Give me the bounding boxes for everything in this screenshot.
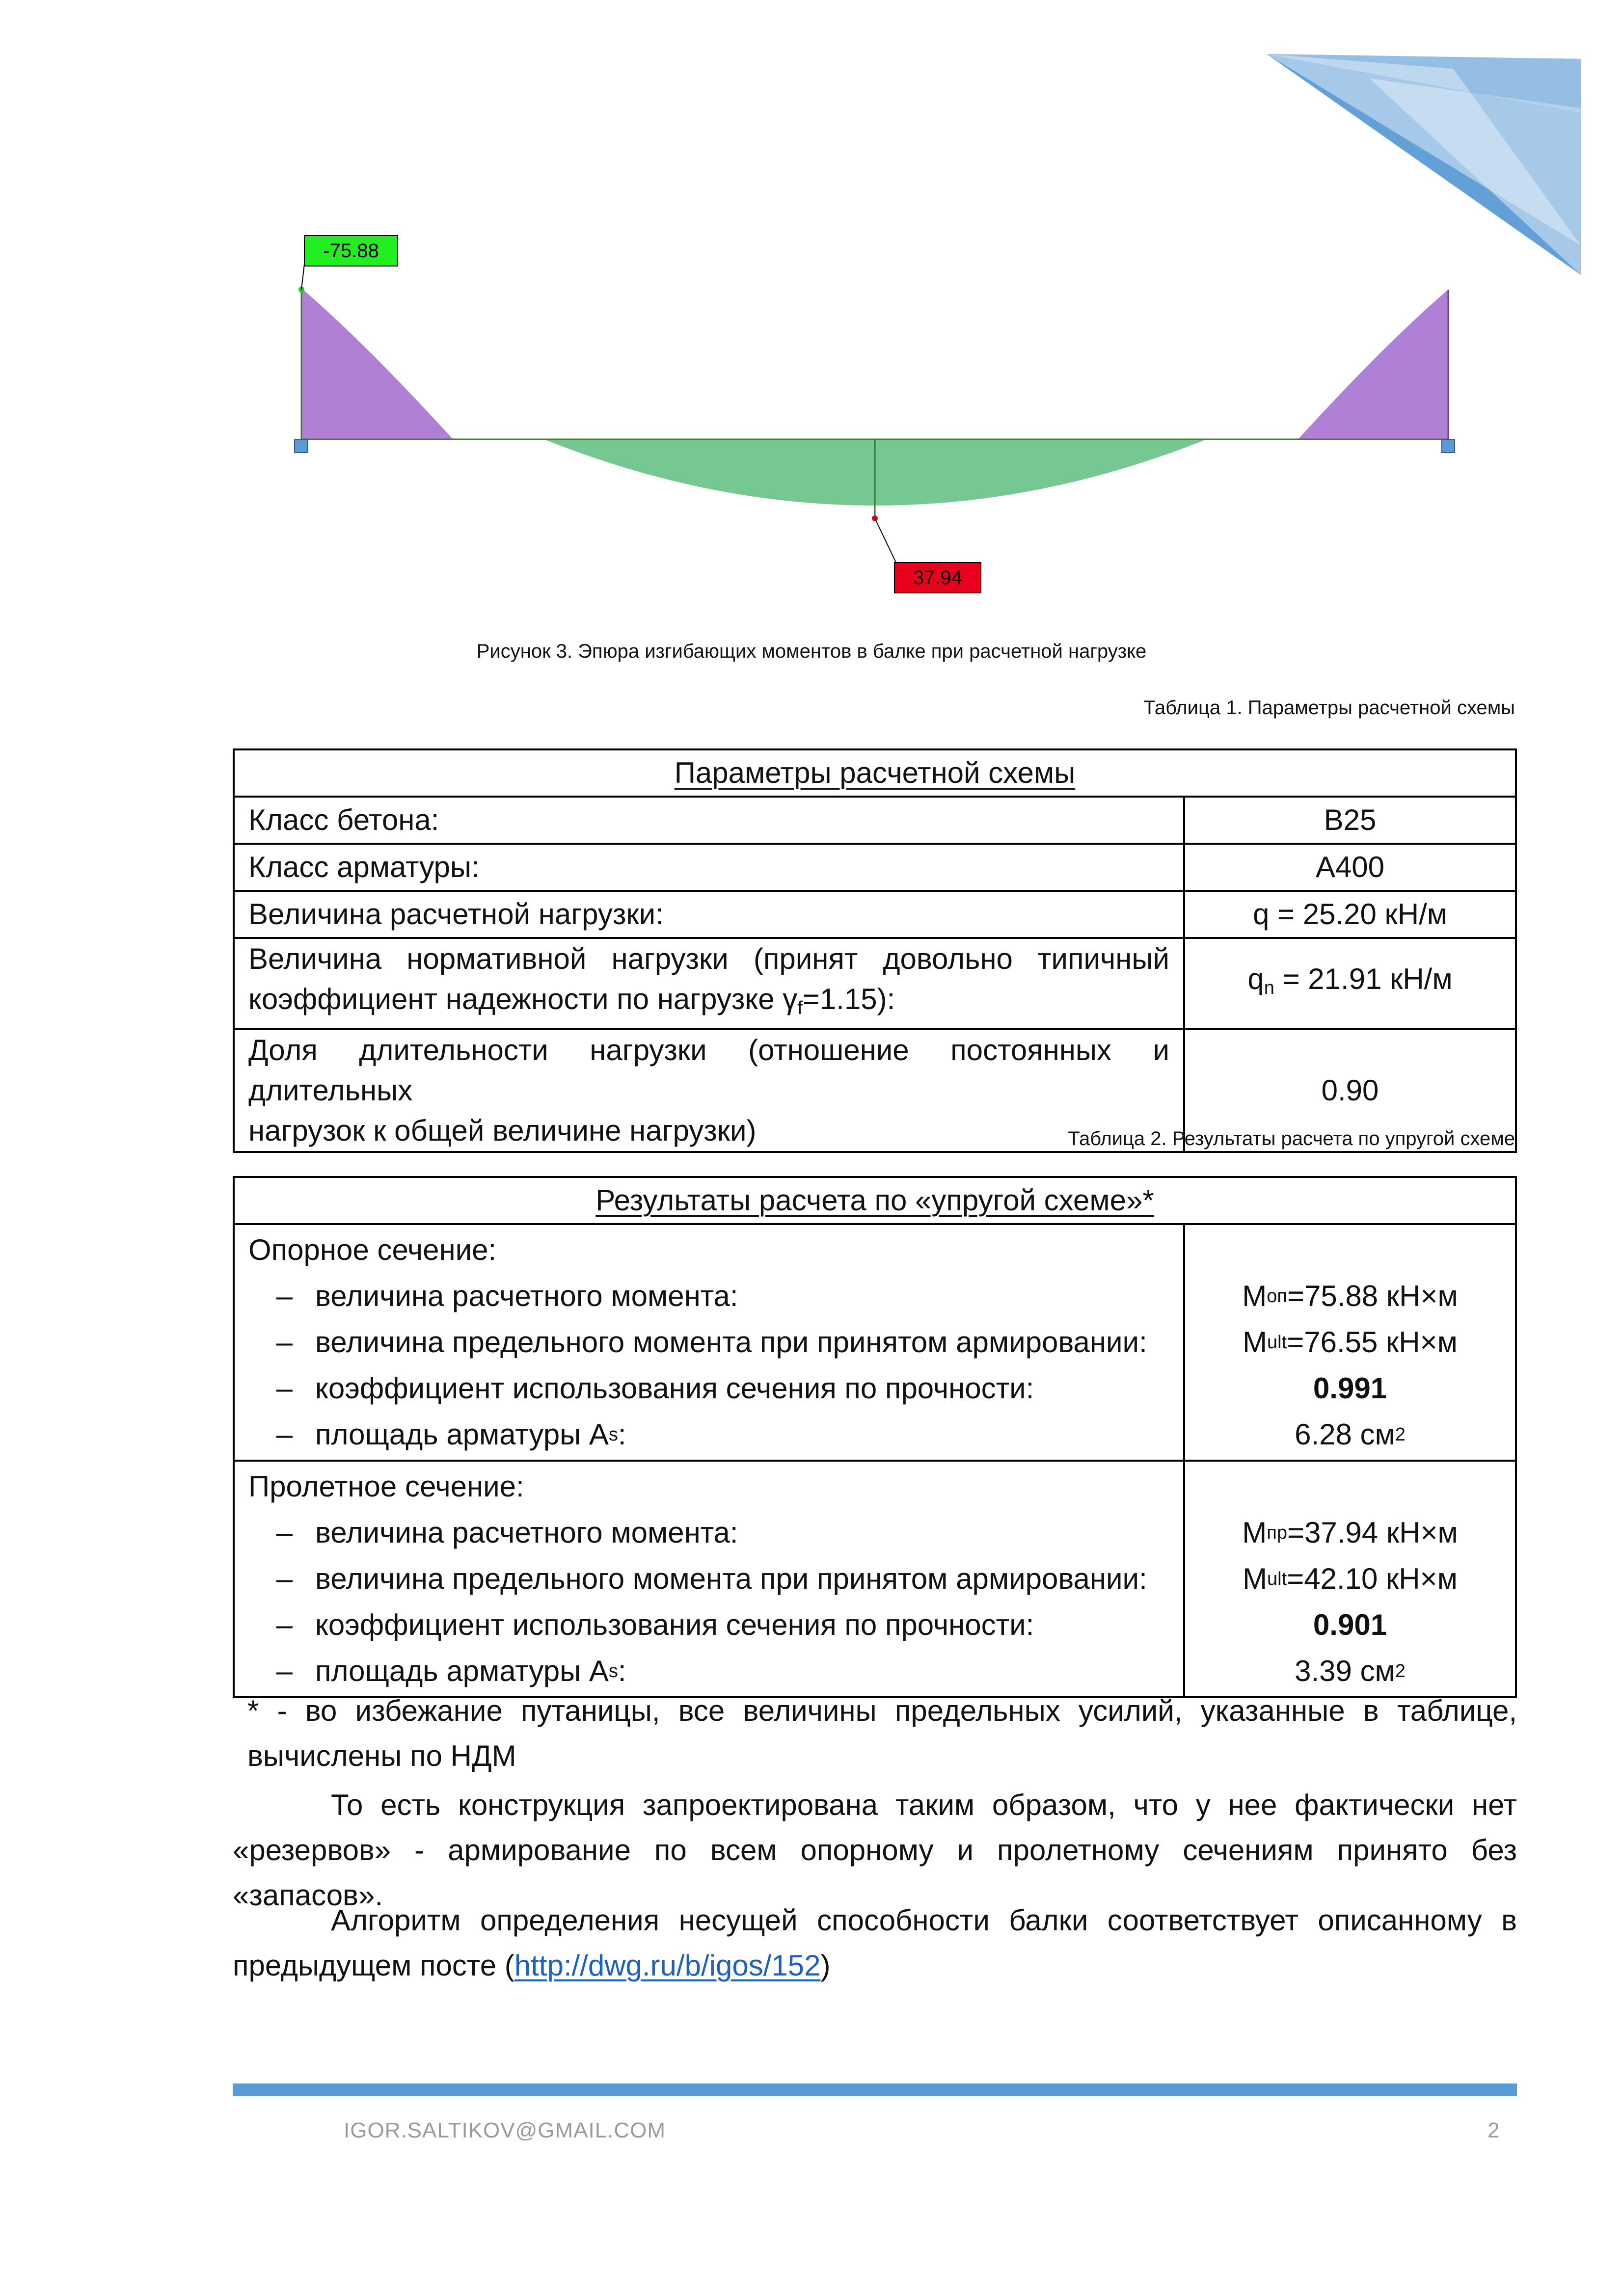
paragraph: То есть конструкция запроектирована таким образом, что у нее фактически нет «резервов» - армирование по всем опорному и пролетному сечениям принято без «запасов». bbox=[233, 1789, 1517, 1912]
table-cell: А400 bbox=[1184, 844, 1516, 891]
support-ult-moment: M ult =76.55 кН×м bbox=[1243, 1326, 1458, 1359]
span-area: 3.39 см 2 bbox=[1295, 1655, 1406, 1687]
list-item: – величина расчетного момента: bbox=[276, 1516, 738, 1549]
support-values bbox=[1184, 1224, 1516, 1461]
table-title: Результаты расчета по «упругой схеме»* bbox=[595, 1184, 1154, 1217]
table-title: Параметры расчетной схемы bbox=[674, 756, 1076, 789]
table-row bbox=[234, 1224, 1516, 1461]
span-coef: 0.901 bbox=[1313, 1608, 1387, 1641]
bending-moment-diagram bbox=[275, 221, 1522, 604]
label-min: -75.88 bbox=[323, 240, 379, 262]
page-number: 2 bbox=[1488, 2118, 1500, 2142]
span-moment: M пр =37.94 кН×м bbox=[1242, 1516, 1458, 1549]
list-item: – коэффициент использования сечения по прочности: bbox=[276, 1608, 1034, 1641]
section-heading: Опорное сечение: bbox=[248, 1233, 497, 1266]
table-cell: Величина расчетной нагрузки: bbox=[234, 891, 1184, 938]
table-cell: q = 25.20 кН/м bbox=[1184, 891, 1516, 938]
table-row bbox=[234, 749, 1516, 797]
results-table bbox=[233, 1176, 1517, 1698]
list-item: – величина предельного момента при принятом армировании: bbox=[276, 1562, 1147, 1595]
span-ult-moment: M ult =42.10 кН×м bbox=[1243, 1562, 1458, 1595]
label-max: 37.94 bbox=[913, 567, 963, 588]
table-row bbox=[234, 797, 1516, 844]
table-row bbox=[234, 938, 1516, 1029]
negative-moment-area-right bbox=[1298, 290, 1448, 439]
table-cell: Класс арматуры: bbox=[234, 844, 1184, 891]
list-item: – величина предельного момента при принятом армировании: bbox=[276, 1326, 1147, 1359]
support-moment: M оп =75.88 кН×м bbox=[1242, 1280, 1458, 1312]
list-item: – площадь арматуры A s : bbox=[276, 1418, 626, 1451]
footer-divider bbox=[233, 2083, 1517, 2096]
table-cell: $q_n = 21.91$ кН/м bbox=[1184, 938, 1516, 1029]
span-values bbox=[1184, 1461, 1516, 1697]
table2-caption: Таблица 2. Результаты расчета по упругой схеме bbox=[1068, 1128, 1515, 1149]
section-heading: Пролетное сечение: bbox=[248, 1470, 524, 1503]
support-right bbox=[1442, 440, 1455, 453]
list-item: – площадь арматуры A s : bbox=[276, 1655, 626, 1687]
support-coef: 0.991 bbox=[1313, 1372, 1387, 1405]
table1-caption: Таблица 1. Параметры расчетной схемы bbox=[1143, 697, 1515, 719]
table-cell: Величина нормативной нагрузки (принят довольно типичный коэффициент надежности по нагрузке $\gamma_f=1.15$): bbox=[234, 938, 1184, 1029]
support-left bbox=[295, 440, 307, 453]
footer-email: IGOR.SALTIKOV@GMAIL.COM bbox=[344, 2118, 666, 2142]
table-cell: В25 bbox=[1184, 797, 1516, 844]
post-link[interactable]: http://dwg.ru/b/igos/152 bbox=[514, 1949, 821, 1982]
support-area: 6.28 см 2 bbox=[1295, 1418, 1406, 1451]
table-cell: Доля длительности нагрузки (отношение постоянных и длительных нагрузок к общей величине нагрузки) bbox=[234, 1029, 1184, 1152]
table-row bbox=[234, 891, 1516, 938]
table-cell: 0.90 bbox=[1184, 1029, 1516, 1152]
params-table bbox=[233, 748, 1517, 1153]
table-row bbox=[234, 1177, 1516, 1224]
paragraph: Алгоритм определения несущей способности балки соответствует описанному в предыдущем посте (http://dwg.ru/b/igos/152) bbox=[233, 1904, 1517, 1982]
support-section bbox=[234, 1224, 1184, 1461]
span-section bbox=[234, 1461, 1184, 1697]
table-row bbox=[234, 844, 1516, 891]
table-row bbox=[234, 1461, 1516, 1697]
list-item: – коэффициент использования сечения по прочности: bbox=[276, 1372, 1034, 1405]
table-cell: Класс бетона: bbox=[234, 797, 1184, 844]
footnote: * - во избежание путаницы, все величины предельных усилий, указанные в таблице, вычислены по НДМ bbox=[247, 1694, 1517, 1772]
negative-moment-area-left bbox=[301, 290, 452, 439]
figure-caption: Рисунок 3. Эпюра изгибающих моментов в балке при расчетной нагрузке bbox=[476, 641, 1147, 662]
list-item: – величина расчетного момента: bbox=[276, 1280, 738, 1312]
